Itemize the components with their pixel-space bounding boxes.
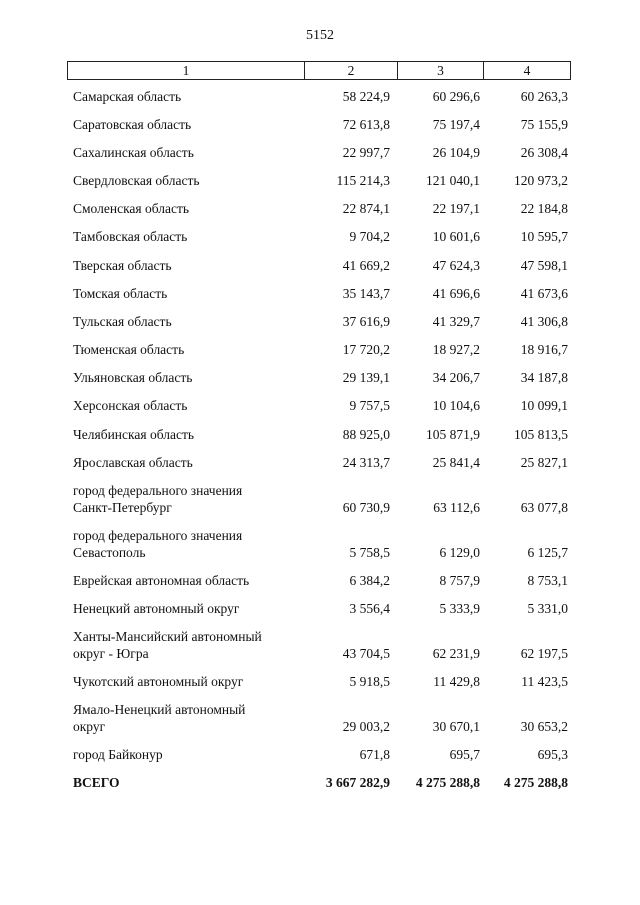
value-col-2: 6 384,2 [349, 573, 390, 588]
value-col-3: 34 206,7 [432, 370, 480, 385]
value-col-2: 17 720,2 [342, 342, 390, 357]
region-name: Тверская область [73, 258, 172, 273]
region-name: Самарская область [73, 89, 182, 104]
value-col-2: 29 139,1 [342, 370, 390, 385]
value-col-2: 58 224,9 [342, 89, 390, 104]
value-col-4: 120 973,2 [514, 173, 568, 188]
value-col-2: 5 758,5 [349, 545, 390, 560]
value-col-3: 6 129,0 [439, 545, 480, 560]
region-name: Смоленская область [73, 201, 190, 216]
region-name: Ханты-Мансийский автономный округ - Югра [73, 629, 262, 661]
value-col-3: 105 871,9 [426, 427, 480, 442]
value-col-4: 10 595,7 [520, 229, 568, 244]
region-name: Ульяновская область [73, 370, 193, 385]
region-name: город федерального значения Севастополь [73, 528, 243, 560]
value-col-3: 26 104,9 [432, 145, 480, 160]
value-col-2: 3 667 282,9 [325, 775, 390, 790]
value-col-2: 22 874,1 [342, 201, 390, 216]
region-name: город федерального значения Санкт-Петербург [73, 483, 243, 515]
value-col-2: 43 704,5 [342, 646, 390, 661]
value-col-3: 18 927,2 [432, 342, 480, 357]
value-col-4: 41 306,8 [520, 314, 568, 329]
value-col-3: 75 197,4 [432, 117, 480, 132]
value-col-2: 35 143,7 [342, 286, 390, 301]
value-col-4: 25 827,1 [520, 455, 568, 470]
value-col-3: 60 296,6 [432, 89, 480, 104]
value-col-4: 62 197,5 [520, 646, 568, 661]
value-col-4: 34 187,8 [520, 370, 568, 385]
region-name: Ямало-Ненецкий автономный округ [73, 702, 246, 734]
value-col-4: 63 077,8 [520, 500, 568, 515]
value-col-2: 115 214,3 [336, 173, 390, 188]
value-col-2: 5 918,5 [349, 674, 390, 689]
region-name: Свердловская область [73, 173, 200, 188]
region-name: Херсонская область [73, 398, 188, 413]
region-name: Тюменская область [73, 342, 185, 357]
value-col-3: 30 670,1 [432, 719, 480, 734]
column-header-1: 1 [68, 62, 305, 79]
value-col-2: 41 669,2 [342, 258, 390, 273]
value-col-2: 671,8 [359, 747, 390, 762]
value-col-4: 5 331,0 [527, 601, 568, 616]
value-col-3: 10 104,6 [432, 398, 480, 413]
value-col-2: 24 313,7 [342, 455, 390, 470]
region-name: Еврейская автономная область [73, 573, 250, 588]
value-col-2: 60 730,9 [342, 500, 390, 515]
value-col-4: 11 423,5 [521, 674, 568, 689]
value-col-3: 4 275 288,8 [415, 775, 480, 790]
value-col-2: 72 613,8 [342, 117, 390, 132]
value-col-4: 8 753,1 [527, 573, 568, 588]
value-col-3: 41 329,7 [432, 314, 480, 329]
page-number: 5152 [306, 28, 334, 43]
value-col-3: 22 197,1 [432, 201, 480, 216]
value-col-4: 75 155,9 [520, 117, 568, 132]
region-name: Сахалинская область [73, 145, 194, 160]
value-col-3: 47 624,3 [432, 258, 480, 273]
value-col-2: 88 925,0 [342, 427, 390, 442]
value-col-2: 37 616,9 [342, 314, 390, 329]
value-col-4: 10 099,1 [520, 398, 568, 413]
column-header-2: 2 [305, 62, 398, 79]
value-col-2: 9 704,2 [349, 229, 390, 244]
value-col-3: 121 040,1 [426, 173, 480, 188]
value-col-3: 25 841,4 [432, 455, 480, 470]
value-col-4: 47 598,1 [520, 258, 568, 273]
region-name: город Байконур [73, 747, 163, 762]
region-name: ВСЕГО [73, 775, 120, 790]
value-col-2: 3 556,4 [349, 601, 390, 616]
value-col-4: 60 263,3 [520, 89, 568, 104]
region-name: Ярославская область [73, 455, 193, 470]
value-col-2: 9 757,5 [349, 398, 390, 413]
value-col-3: 41 696,6 [432, 286, 480, 301]
region-name: Саратовская область [73, 117, 192, 132]
region-name: Чукотский автономный округ [73, 674, 244, 689]
value-col-4: 41 673,6 [520, 286, 568, 301]
table-header [67, 61, 571, 80]
region-name: Тульская область [73, 314, 172, 329]
value-col-4: 6 125,7 [527, 545, 568, 560]
value-col-4: 18 916,7 [520, 342, 568, 357]
value-col-4: 30 653,2 [520, 719, 568, 734]
value-col-3: 5 333,9 [439, 601, 480, 616]
value-col-3: 62 231,9 [432, 646, 480, 661]
region-name: Тамбовская область [73, 229, 188, 244]
column-header-3: 3 [398, 62, 484, 79]
column-header-4: 4 [523, 63, 531, 78]
value-col-2: 29 003,2 [342, 719, 390, 734]
region-name: Челябинская область [73, 427, 195, 442]
region-name: Ненецкий автономный округ [73, 601, 240, 616]
value-col-3: 63 112,6 [433, 500, 480, 515]
value-col-4: 695,3 [537, 747, 568, 762]
value-col-3: 8 757,9 [439, 573, 480, 588]
value-col-4: 4 275 288,8 [503, 775, 568, 790]
value-col-3: 11 429,8 [433, 674, 480, 689]
value-col-4: 22 184,8 [520, 201, 568, 216]
region-name: Томская область [73, 286, 168, 301]
value-col-3: 10 601,6 [432, 229, 480, 244]
value-col-3: 695,7 [449, 747, 480, 762]
value-col-4: 105 813,5 [514, 427, 568, 442]
value-col-4: 26 308,4 [520, 145, 568, 160]
value-col-2: 22 997,7 [342, 145, 390, 160]
